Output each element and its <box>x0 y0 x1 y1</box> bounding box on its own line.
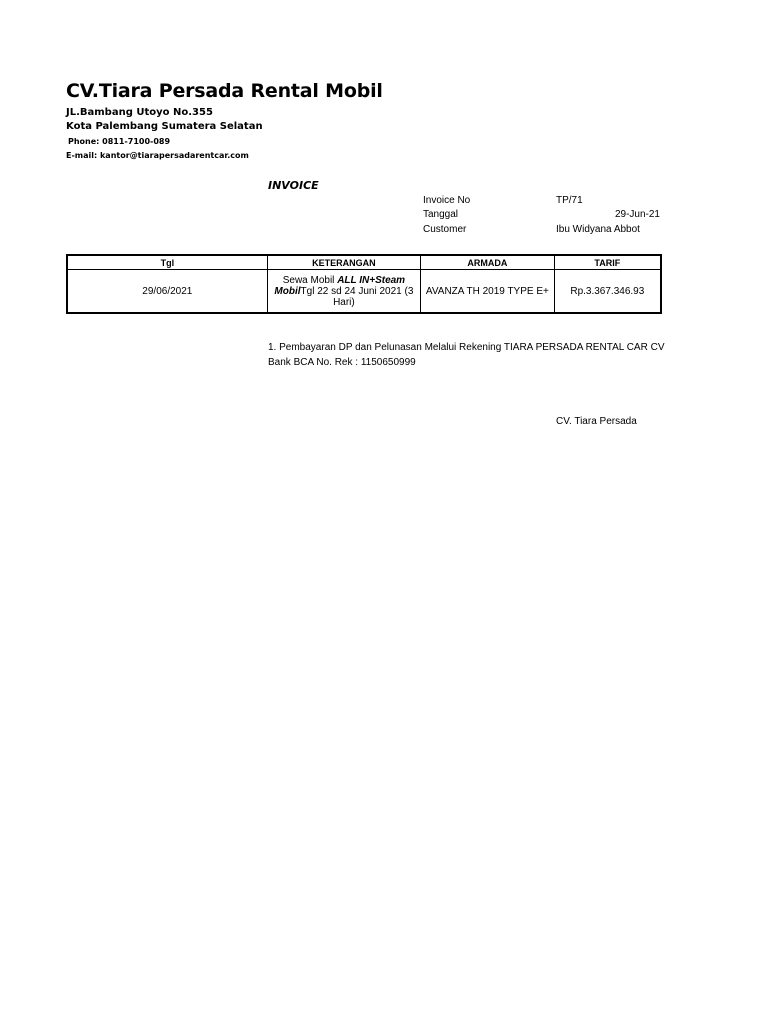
payment-note-line2: Bank BCA No. Rek : 1150650999 <box>268 357 416 368</box>
invoice-no-label: Invoice No <box>423 195 471 206</box>
company-email: E-mail: kantor@tiarapersadarentcar.com <box>66 151 249 160</box>
keterangan-suffix: Tgl 22 sd 24 Juni 2021 (3 Hari) <box>300 285 414 308</box>
cell-tarif: Rp.3.367.346.93 <box>554 270 661 314</box>
signer-name: CV. Tiara Persada <box>556 416 637 427</box>
invoice-no-value: TP/71 <box>556 195 583 206</box>
invoice-title: INVOICE <box>268 179 319 192</box>
header-keterangan: KETERANGAN <box>267 255 421 270</box>
cell-tgl: 29/06/2021 <box>67 270 267 314</box>
customer-label: Customer <box>423 224 467 235</box>
invoice-date-label: Tanggal <box>423 209 459 220</box>
cell-armada: AVANZA TH 2019 TYPE E+ <box>421 270 554 314</box>
table-header-row <box>67 255 661 270</box>
keterangan-prefix: Sewa Mobil <box>282 274 338 286</box>
invoice-date-value: 29-Jun-21 <box>614 209 660 220</box>
invoice-items-table <box>66 254 662 314</box>
company-name: CV.Tiara Persada Rental Mobil <box>66 80 383 102</box>
company-phone: Phone: 0811-7100-089 <box>68 137 171 146</box>
company-address-line2: Kota Palembang Sumatera Selatan <box>66 121 263 132</box>
payment-note-line1: 1. Pembayaran DP dan Pelunasan Melalui Rekening TIARA PERSADA RENTAL CAR CV <box>268 342 665 353</box>
header-armada: ARMADA <box>421 255 554 270</box>
header-tgl: Tgl <box>67 255 267 270</box>
table-row <box>67 270 661 314</box>
keterangan-emphasis: ALL IN+Steam Mobil <box>274 274 406 297</box>
company-address-line1: JL.Bambang Utoyo No.355 <box>66 107 213 118</box>
customer-value: Ibu Widyana Abbot <box>556 224 640 235</box>
cell-keterangan <box>267 270 421 314</box>
header-tarif: TARIF <box>554 255 661 270</box>
